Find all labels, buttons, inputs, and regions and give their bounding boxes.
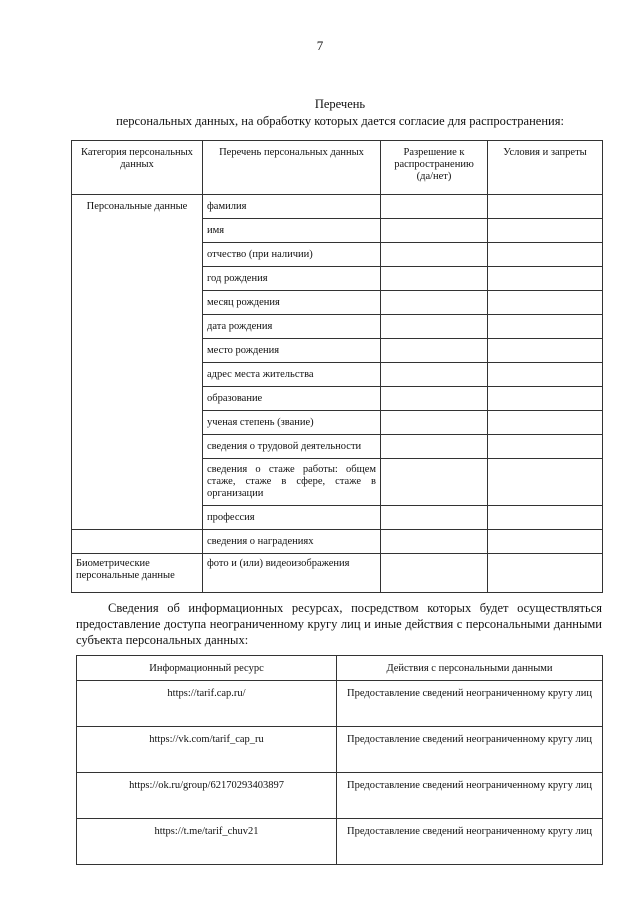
item-cell: имя [203, 219, 381, 243]
permission-cell[interactable] [381, 267, 488, 291]
permission-cell[interactable] [381, 459, 488, 506]
conditions-cell[interactable] [488, 554, 603, 593]
permission-cell[interactable] [381, 530, 488, 554]
permission-cell[interactable] [381, 291, 488, 315]
permission-cell[interactable] [381, 315, 488, 339]
item-cell: сведения о наградениях [203, 530, 381, 554]
resources-paragraph: Сведения об информационных ресурсах, посредством которых будет осуществляться предоставление доступа неограниченному кругу лиц и иные действия с персональными данными субъекта персональных данных: [76, 601, 602, 647]
empty-category-cell [72, 530, 203, 554]
resources-table [76, 655, 603, 865]
item-cell: сведения о трудовой деятельности [203, 435, 381, 459]
item-cell: образование [203, 387, 381, 411]
item-cell: ученая степень (звание) [203, 411, 381, 435]
conditions-cell[interactable] [488, 219, 603, 243]
table-row [72, 195, 603, 219]
item-cell: год рождения [203, 267, 381, 291]
permission-cell[interactable] [381, 387, 488, 411]
permission-cell[interactable] [381, 435, 488, 459]
conditions-cell[interactable] [488, 435, 603, 459]
resource-link[interactable]: https://ok.ru/group/62170293403897 [77, 773, 337, 819]
action-cell: Предоставление сведений неограниченному кругу лиц [337, 681, 603, 727]
header-actions: Действия с персональными данными [337, 656, 603, 681]
permission-cell[interactable] [381, 554, 488, 593]
item-cell: профессия [203, 506, 381, 530]
conditions-cell[interactable] [488, 267, 603, 291]
item-cell: месяц рождения [203, 291, 381, 315]
table-row [77, 819, 603, 865]
conditions-cell[interactable] [488, 339, 603, 363]
document-title [60, 96, 620, 130]
conditions-cell[interactable] [488, 291, 603, 315]
conditions-cell[interactable] [488, 530, 603, 554]
permission-cell[interactable] [381, 339, 488, 363]
permission-cell[interactable] [381, 243, 488, 267]
item-cell: адрес места жительства [203, 363, 381, 387]
item-cell: отчество (при наличии) [203, 243, 381, 267]
table-header-row [72, 141, 603, 195]
resource-link[interactable]: https://tarif.cap.ru/ [77, 681, 337, 727]
header-conditions: Условия и запреты [488, 141, 603, 195]
permission-cell[interactable] [381, 506, 488, 530]
table-header-row [77, 656, 603, 681]
conditions-cell[interactable] [488, 315, 603, 339]
title-line-1: Перечень [314, 97, 366, 111]
table-row [77, 773, 603, 819]
header-list: Перечень персональных данных [203, 141, 381, 195]
conditions-cell[interactable] [488, 363, 603, 387]
table-row [72, 554, 603, 593]
header-permission: Разрешение к распространению (да/нет) [381, 141, 488, 195]
conditions-cell[interactable] [488, 506, 603, 530]
permission-cell[interactable] [381, 195, 488, 219]
item-cell: дата рождения [203, 315, 381, 339]
table-row [77, 681, 603, 727]
page-number: 7 [316, 38, 324, 53]
action-cell: Предоставление сведений неограниченному кругу лиц [337, 819, 603, 865]
resource-link[interactable]: https://t.me/tarif_chuv21 [77, 819, 337, 865]
conditions-cell[interactable] [488, 243, 603, 267]
conditions-cell[interactable] [488, 459, 603, 506]
conditions-cell[interactable] [488, 411, 603, 435]
item-cell: сведения о стаже работы: общем стаже, стаже в сфере, стаже в организации [203, 459, 381, 506]
item-cell: фото и (или) видеоизображения [203, 554, 381, 593]
permission-cell[interactable] [381, 411, 488, 435]
table-row [72, 530, 603, 554]
conditions-cell[interactable] [488, 195, 603, 219]
category-personal: Персональные данные [72, 195, 203, 530]
conditions-cell[interactable] [488, 387, 603, 411]
action-cell: Предоставление сведений неограниченному кругу лиц [337, 773, 603, 819]
table-row [77, 727, 603, 773]
header-resource: Информационный ресурс [77, 656, 337, 681]
resource-link[interactable]: https://vk.com/tarif_cap_ru [77, 727, 337, 773]
header-category: Категория персональных данных [72, 141, 203, 195]
permission-cell[interactable] [381, 363, 488, 387]
category-biometric: Биометрические персональные данные [72, 554, 203, 593]
title-line-2: персональных данных, на обработку которых дается согласие для распространения: [116, 114, 564, 128]
action-cell: Предоставление сведений неограниченному кругу лиц [337, 727, 603, 773]
item-cell: фамилия [203, 195, 381, 219]
permission-cell[interactable] [381, 219, 488, 243]
item-cell: место рождения [203, 339, 381, 363]
personal-data-table [71, 140, 603, 593]
